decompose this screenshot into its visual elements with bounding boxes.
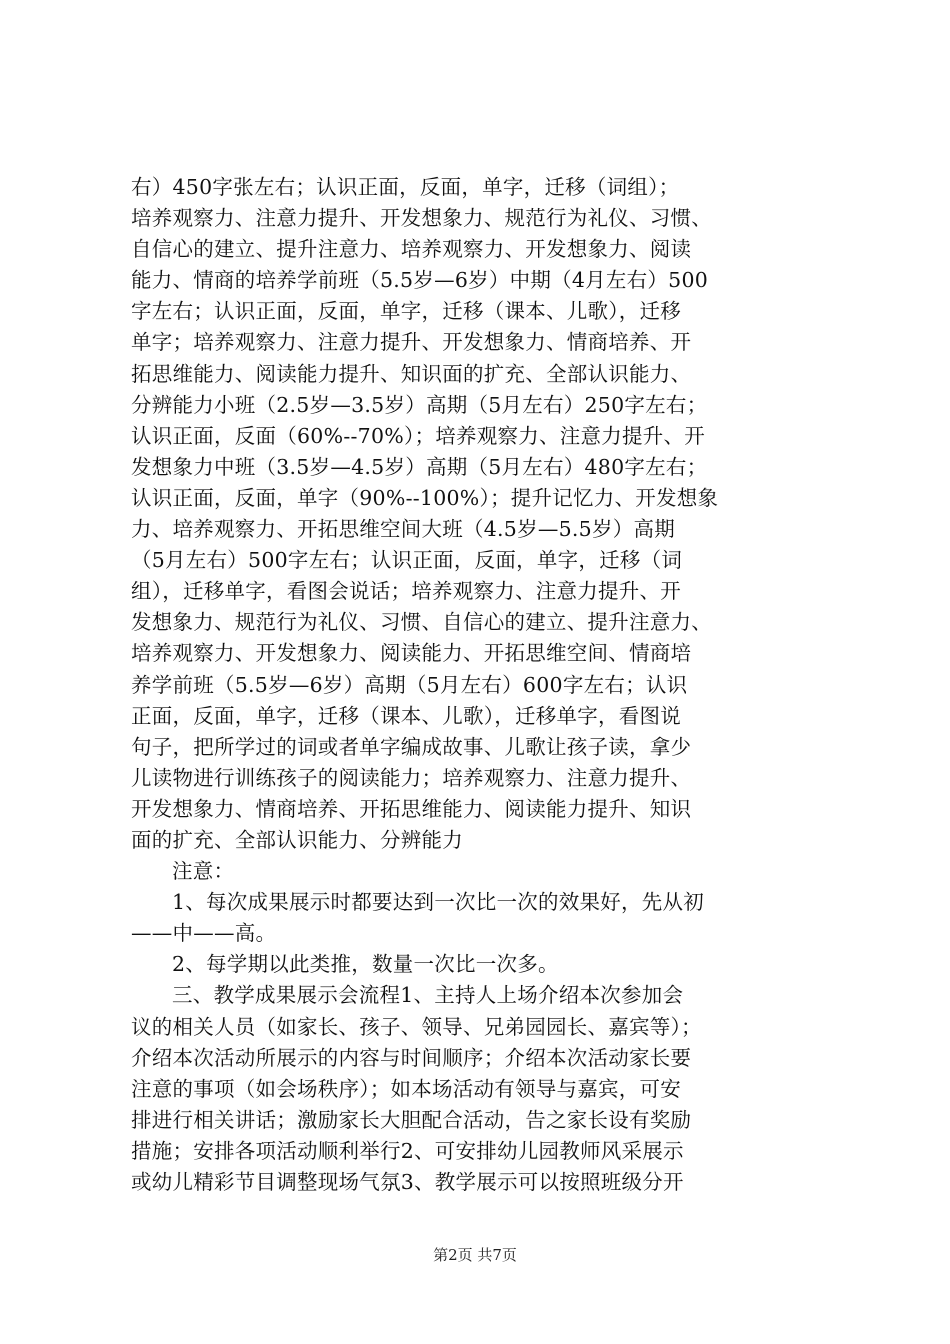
text-line: 右）450字张左右；认识正面，反面，单字，迁移（词组）；	[131, 175, 680, 199]
text-line: 2、每学期以此类推，数量一次比一次多。	[172, 952, 559, 977]
text-line: 力、培养观察力、开拓思维空间大班（4.5岁—5.5岁）高期	[131, 517, 675, 542]
text-line: 字左右；认识正面，反面，单字，迁移（课本、儿歌），迁移	[131, 299, 681, 324]
text-line: ——中——高。	[131, 921, 277, 946]
text-line: 能力、情商的培养学前班（5.5岁—6岁）中期（4月左右）500	[131, 268, 709, 293]
text-line: 措施；安排各项活动顺利举行2、可安排幼儿园教师风采展示	[131, 1138, 684, 1163]
text-line: 分辨能力小班（2.5岁—3.5岁）高期（5月左右）250字左右；	[131, 392, 708, 417]
text-line: 培养观察力、开发想象力、阅读能力、开拓思维空间、情商培	[131, 641, 692, 666]
text-line: 正面，反面，单字，迁移（课本、儿歌），迁移单字，看图说	[131, 703, 681, 728]
text-line: 认识正面，反面，单字（90%--100%）；提升记忆力、开发想象	[131, 485, 719, 510]
text-line: 议的相关人员（如家长、孩子、领导、兄弟园园长、嘉宾等）；	[131, 1014, 702, 1039]
text-line: 认识正面，反面（60%--70%）；培养观察力、注意力提升、开	[131, 423, 705, 448]
text-line: 发想象力中班（3.5岁—4.5岁）高期（5月左右）480字左右；	[131, 454, 708, 479]
text-line: 排进行相关讲话；激励家长大胆配合活动，告之家长设有奖励	[131, 1107, 692, 1132]
section-heading-note: 注意：	[172, 859, 235, 884]
text-line: 养学前班（5.5岁—6岁）高期（5月左右）600字左右；认识	[131, 672, 688, 697]
page-number-footer: 第2页 共7页	[433, 1246, 517, 1264]
text-line: 组），迁移单字，看图会说话；培养观察力、注意力提升、开	[131, 579, 681, 604]
text-line: 注意的事项（如会场秩序）；如本场活动有领导与嘉宾，可安	[131, 1076, 681, 1101]
text-line: 面的扩充、全部认识能力、分辨能力	[131, 827, 463, 852]
text-line: 培养观察力、注意力提升、开发想象力、规范行为礼仪、习惯、	[131, 206, 712, 231]
text-line: 或幼儿精彩节目调整现场气氛3、教学展示可以按照班级分开	[131, 1170, 684, 1194]
document-body	[131, 172, 831, 1198]
text-line: 自信心的建立、提升注意力、培养观察力、开发想象力、阅读	[131, 237, 692, 262]
text-line: （5月左右）500字左右；认识正面，反面，单字，迁移（词	[131, 548, 683, 573]
text-line: 句子，把所学过的词或者单字编成故事、儿歌让孩子读，拿少	[131, 734, 692, 759]
text-line: 儿读物进行训练孩子的阅读能力；培养观察力、注意力提升、	[131, 765, 692, 790]
text-line: 1、每次成果展示时都要达到一次比一次的效果好，先从初	[172, 890, 705, 915]
text-line: 开发想象力、情商培养、开拓思维能力、阅读能力提升、知识	[131, 796, 692, 821]
text-line: 拓思维能力、阅读能力提升、知识面的扩充、全部认识能力、	[131, 361, 692, 386]
text-line: 三、教学成果展示会流程1、主持人上场介绍本次参加会	[172, 983, 684, 1008]
text-line: 介绍本次活动所展示的内容与时间顺序；介绍本次活动家长要	[131, 1045, 692, 1070]
text-line: 单字；培养观察力、注意力提升、开发想象力、情商培养、开	[131, 330, 692, 355]
text-line: 发想象力、规范行为礼仪、习惯、自信心的建立、提升注意力、	[131, 610, 712, 635]
